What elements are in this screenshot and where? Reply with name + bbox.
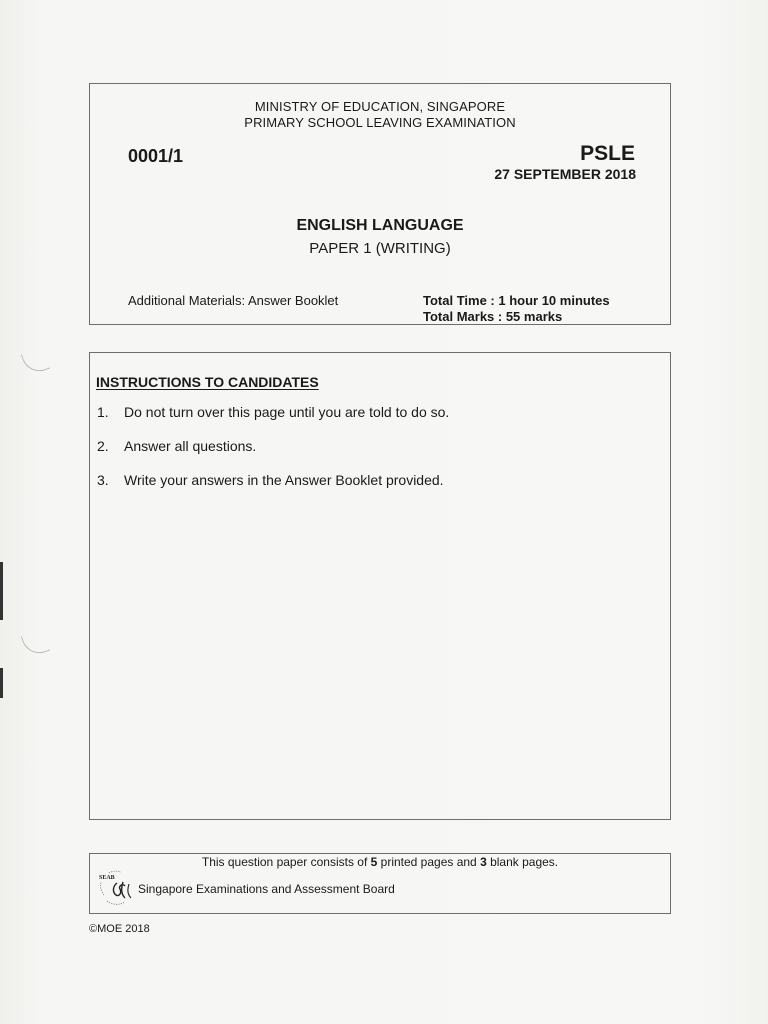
printed-pages-count: 5 (370, 855, 378, 869)
ministry-heading (90, 99, 670, 131)
paper-title: PAPER 1 (WRITING) (309, 240, 451, 257)
instruction-text: Write your answers in the Answer Booklet provided. (124, 472, 444, 488)
subject-title: ENGLISH LANGUAGE (296, 217, 464, 234)
instruction-number: 3. (97, 472, 109, 488)
board-name: Singapore Examinations and Assessment Board (138, 882, 395, 896)
additional-materials: Additional Materials: Answer Booklet (128, 293, 339, 308)
note-prefix: This question paper consists of (201, 855, 371, 869)
paper-code: 0001/1 (128, 146, 184, 166)
binder-hole-mark (21, 629, 50, 658)
exam-body-line: PRIMARY SCHOOL LEAVING EXAMINATION (244, 115, 516, 130)
instructions-heading: INSTRUCTIONS TO CANDIDATES (96, 374, 319, 390)
totals-block (423, 293, 610, 325)
exam-name: PSLE (580, 142, 635, 165)
cover-header-box (89, 83, 671, 325)
binder-hole-mark (21, 347, 50, 376)
ministry-line: MINISTRY OF EDUCATION, SINGAPORE (254, 99, 506, 114)
instruction-item (97, 472, 449, 489)
seab-logo-text: SEAB (99, 875, 115, 881)
exam-date: 27 SEPTEMBER 2018 (494, 166, 636, 182)
instruction-number: 1. (97, 404, 109, 420)
note-middle: printed pages and (377, 855, 481, 869)
total-marks: Total Marks : 55 marks (423, 309, 563, 324)
scan-edge-mark (0, 562, 3, 620)
scan-edge-mark (0, 668, 3, 698)
instructions-list (97, 404, 449, 506)
instruction-number: 2. (97, 438, 109, 454)
footer-box (89, 853, 671, 914)
seab-logo-icon (95, 864, 137, 906)
page-count-note (90, 855, 670, 869)
instruction-text: Answer all questions. (124, 438, 257, 454)
instruction-item (97, 438, 449, 455)
instruction-item (97, 404, 449, 421)
instruction-text: Do not turn over this page until you are told to do so. (124, 404, 450, 420)
total-time: Total Time : 1 hour 10 minutes (423, 293, 610, 308)
blank-pages-count: 3 (480, 855, 487, 869)
note-suffix: blank pages. (486, 855, 559, 869)
instructions-box (89, 352, 671, 820)
copyright-notice: ©MOE 2018 (89, 923, 150, 935)
